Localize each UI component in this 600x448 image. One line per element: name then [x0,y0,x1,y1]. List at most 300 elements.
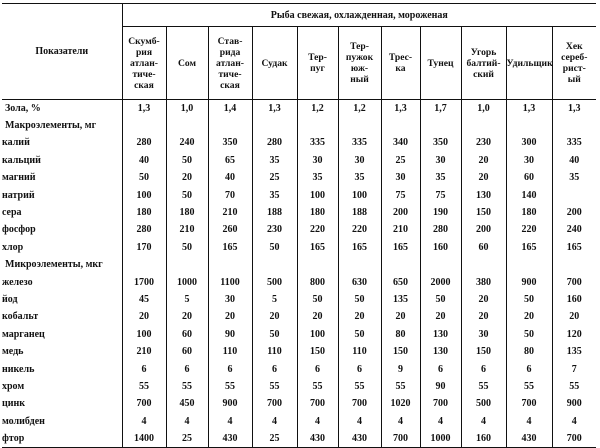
table-cell: 50 [297,291,338,308]
table-cell [506,256,552,273]
table-cell: 6 [506,360,552,377]
table-cell [297,256,338,273]
table-cell: 40 [208,169,252,186]
row-label: фтор [2,430,122,447]
table-cell: 60 [506,169,552,186]
table-cell: 1,3 [552,100,596,117]
table-cell: 100 [297,186,338,203]
section-row [2,100,596,117]
table-cell: 50 [338,326,381,343]
table-cell: 6 [420,360,461,377]
table-cell: 65 [208,152,252,169]
table-cell: 1000 [166,273,208,290]
table-cell: 100 [338,186,381,203]
table-cell: 55 [461,378,506,395]
table-cell: 25 [166,430,208,447]
table-cell: 6 [297,360,338,377]
table-cell: 700 [252,395,297,412]
column-header-line: Став- [217,35,243,47]
table-cell: 210 [166,221,208,238]
table-cell [252,117,297,134]
table-cell: 50 [252,239,297,256]
table-cell: 4 [506,413,552,430]
table-cell: 90 [208,326,252,343]
column-header-line: ский [473,68,494,80]
table-cell: 180 [136,207,152,219]
table-cell: 350 [420,134,461,151]
table-cell: 50 [166,186,208,203]
table-cell: 165 [338,239,381,256]
row-label: Макроэлементы, мг [2,117,122,134]
row-label: никель [2,360,122,377]
table-cell: 7 [552,360,596,377]
table-row [2,378,596,395]
table-cell: 450 [166,395,208,412]
column-header [166,27,208,100]
section-row [2,117,596,134]
table-cell: 260 [208,221,252,238]
column-header-line: атлан- [130,57,158,69]
table-cell: 110 [208,343,252,360]
table-cell: 200 [461,221,506,238]
table-cell: 200 [552,204,596,221]
table-cell: 165 [506,239,552,256]
table-cell: 20 [252,308,297,325]
table-cell: 335 [338,134,381,151]
table-cell: 800 [297,273,338,290]
table-row [2,273,596,290]
table-cell: 6 [208,360,252,377]
table-cell: 60 [461,239,506,256]
column-header-line: ская [220,79,240,91]
table-cell: 240 [552,221,596,238]
table-cell: 50 [139,172,149,184]
column-header-line: Тер- [308,52,327,63]
table-cell: 55 [166,378,208,395]
column-header-line: ка [395,63,406,74]
table-cell: 165 [381,239,420,256]
table-cell: 210 [381,221,420,238]
column-header-line: Трес- [388,52,413,63]
table-cell: 55 [381,378,420,395]
table-cell: 50 [166,239,208,256]
table-cell [461,256,506,273]
row-label: медь [2,343,122,360]
table-cell: 6 [166,360,208,377]
table-cell: 165 [552,239,596,256]
table-cell [420,256,461,273]
table-row [2,186,596,203]
table-cell: 35 [252,152,297,169]
table-cell: 430 [208,430,252,447]
table-cell: 20 [461,291,506,308]
table-cell: 140 [506,186,552,203]
table-cell: 35 [420,169,461,186]
table-cell: 335 [552,134,596,151]
table-cell: 150 [461,204,506,221]
table-cell: 20 [552,308,596,325]
table-cell: 60 [166,326,208,343]
table-cell: 135 [552,343,596,360]
table-cell: 280 [136,137,152,149]
table-row [2,308,596,325]
table-row [2,291,596,308]
table-cell: 130 [461,186,506,203]
table-cell [297,117,338,134]
table-cell: 188 [252,204,297,221]
table-cell: 165 [208,239,252,256]
table-cell: 50 [506,291,552,308]
table-cell: 150 [381,343,420,360]
table-cell: 150 [461,343,506,360]
column-header-line: ный [350,74,369,85]
column-header [461,27,506,100]
column-header-line: тиче- [132,68,156,80]
table-cell: 55 [506,378,552,395]
column-header-line: ый [567,74,581,85]
table-cell: 9 [381,360,420,377]
table-cell: 35 [338,169,381,186]
table-cell: 45 [139,293,149,305]
table-cell: 50 [338,291,381,308]
table-cell: 75 [381,186,420,203]
column-header-line: Угорь [470,46,497,58]
table-cell: 20 [338,308,381,325]
table-cell: 100 [136,328,152,340]
table-cell: 1,3 [137,102,151,114]
table-cell [552,117,596,134]
table-body [2,100,596,448]
table-cell: 150 [297,343,338,360]
table-cell: 35 [252,186,297,203]
table-cell [461,117,506,134]
table-cell: 80 [506,343,552,360]
table-cell: 650 [381,273,420,290]
table-cell: 4 [420,413,461,430]
table-cell: 30 [461,326,506,343]
row-label: железо [2,273,122,290]
fish-group-title: Рыба свежая, охлажденная, мороженая [122,4,596,27]
table-cell: 4 [252,413,297,430]
table-cell: 1100 [208,273,252,290]
table-cell: 630 [338,273,381,290]
table-cell: 90 [420,378,461,395]
table-cell: 25 [252,430,297,447]
table-cell: 1000 [420,430,461,447]
table-cell: 4 [461,413,506,430]
table-cell: 35 [297,169,338,186]
table-cell: 1,4 [208,100,252,117]
table-cell: 20 [166,169,208,186]
table-cell: 4 [297,413,338,430]
table-cell: 6 [461,360,506,377]
row-label: фосфор [2,221,122,238]
table-cell: 220 [506,221,552,238]
table-cell: 135 [381,291,420,308]
column-header [381,27,420,100]
table-cell: 5 [166,291,208,308]
column-header-line: Тунец [427,57,454,69]
section-row [2,256,596,273]
table-cell: 55 [139,380,149,392]
row-label: сера [2,204,122,221]
table-cell: 190 [420,204,461,221]
table-cell: 210 [136,346,152,358]
row-label: кобальт [2,308,122,325]
column-header-line: рида [219,46,241,58]
table-cell: 20 [297,308,338,325]
table-cell: 80 [381,326,420,343]
table-cell: 280 [420,221,461,238]
table-cell: 70 [208,186,252,203]
column-header-line: Хек [565,41,583,52]
table-cell: 700 [552,430,596,447]
column-header-line: тиче- [218,68,242,80]
table-cell: 280 [252,134,297,151]
table-cell: 1700 [134,276,154,288]
table-cell: 500 [252,273,297,290]
table-cell: 20 [381,308,420,325]
table-row [2,204,596,221]
table-cell: 1,3 [381,100,420,117]
row-label: кальций [2,152,122,169]
table-row [2,152,596,169]
table-cell: 1,7 [420,100,461,117]
column-header-line: Сом [177,57,197,69]
column-header-line: рия [135,46,153,58]
table-row [2,430,596,447]
table-cell [208,117,252,134]
table-cell: 160 [552,291,596,308]
table-cell: 20 [461,308,506,325]
table-cell: 30 [338,152,381,169]
table-cell: 1,0 [166,100,208,117]
table-cell: 700 [420,395,461,412]
table-cell: 60 [166,343,208,360]
table-cell: 1,3 [252,100,297,117]
row-label: калий [2,134,122,151]
table-cell: 55 [252,378,297,395]
table-cell: 160 [461,430,506,447]
table-cell: 110 [252,343,297,360]
table-cell: 160 [420,239,461,256]
table-cell [122,256,166,273]
table-cell: 4 [338,413,381,430]
table-row [2,413,596,430]
table-cell: 240 [166,134,208,151]
column-header [420,27,461,100]
table-cell [208,256,252,273]
table-cell: 30 [381,169,420,186]
table-row [2,395,596,412]
table-cell: 200 [381,204,420,221]
table-cell: 40 [139,154,149,166]
column-header [552,27,596,100]
parameters-header: Показатели [2,4,122,100]
table-cell: 100 [136,189,152,201]
column-header [122,27,166,100]
table-cell: 6 [252,360,297,377]
table-cell: 380 [461,273,506,290]
table-row [2,326,596,343]
column-header-line: Скумб- [128,35,160,47]
table-cell: 35 [552,169,596,186]
table-cell: 20 [506,308,552,325]
table-cell: 1400 [122,430,166,447]
table-cell: 20 [208,308,252,325]
table-cell: 100 [297,326,338,343]
column-header-line: Тер- [350,41,369,52]
column-header [338,27,381,100]
table-cell: 40 [552,152,596,169]
table-row [2,221,596,238]
row-label: магний [2,169,122,186]
table-cell: 430 [297,430,338,447]
table-cell: 700 [506,395,552,412]
table-cell: 180 [166,204,208,221]
table-cell [506,117,552,134]
column-header [208,27,252,100]
table-cell: 4 [166,413,208,430]
table-cell: 430 [338,430,381,447]
table-cell: 20 [139,311,149,323]
table-cell: 55 [552,378,596,395]
table-cell [166,256,208,273]
table-cell [552,256,596,273]
column-header [506,27,552,100]
table-cell: 55 [297,378,338,395]
table-cell: 170 [136,241,152,253]
table-cell: 75 [420,186,461,203]
table-cell [381,117,420,134]
row-label: хром [2,378,122,395]
column-header-line: атлан- [216,57,244,69]
row-label: Микроэлементы, мкг [2,256,122,273]
table-cell: 20 [461,152,506,169]
table-cell: 900 [552,395,596,412]
table-cell: 188 [338,204,381,221]
table-cell: 2000 [420,273,461,290]
table-cell: 50 [506,326,552,343]
table-cell: 335 [297,134,338,151]
column-header-line: Судак [261,57,288,69]
header-row-group [2,4,596,27]
table-cell: 1,2 [297,100,338,117]
table-cell: 25 [252,169,297,186]
table-cell: 30 [208,291,252,308]
table-cell: 130 [420,343,461,360]
table-cell: 5 [252,291,297,308]
table-cell: 900 [506,273,552,290]
table-row [2,169,596,186]
table-cell: 165 [297,239,338,256]
table-cell: 6 [141,363,147,375]
table-cell: 30 [506,152,552,169]
row-label: хлор [2,239,122,256]
column-header-line: рист- [562,63,586,74]
table-cell: 4 [141,415,147,427]
table-row [2,239,596,256]
column-header [252,27,297,100]
table-cell [338,256,381,273]
table-cell: 1,0 [461,100,506,117]
table-cell: 300 [506,134,552,151]
table-row [2,134,596,151]
column-header-line: юж- [350,63,369,74]
table-cell: 230 [461,134,506,151]
table-cell: 55 [208,378,252,395]
table-cell: 220 [338,221,381,238]
table-cell: 700 [381,430,420,447]
column-header-line: пужок [345,52,374,63]
table-cell: 180 [297,204,338,221]
table-cell [122,117,166,134]
table-cell: 700 [136,398,152,410]
table-cell [252,256,297,273]
fish-composition-table [2,3,596,448]
table-cell: 280 [136,224,152,236]
column-header-line: пуг [310,63,325,74]
table-cell: 1020 [381,395,420,412]
table-cell: 700 [297,395,338,412]
table-cell: 350 [208,134,252,151]
table-cell: 55 [338,378,381,395]
table-cell [381,256,420,273]
table-cell: 50 [166,152,208,169]
table-cell [420,117,461,134]
table-cell: 4 [208,413,252,430]
table-cell: 700 [552,273,596,290]
column-header [297,27,338,100]
row-label: цинк [2,395,122,412]
column-header-line: сереб- [561,52,588,63]
table-cell: 30 [420,152,461,169]
table-cell: 20 [166,308,208,325]
table-cell: 1,3 [506,100,552,117]
table-cell [552,186,596,203]
column-header-line: балтий- [466,57,501,69]
table-cell: 180 [506,204,552,221]
table-cell [338,117,381,134]
table-cell: 4 [381,413,420,430]
table-cell: 50 [420,291,461,308]
row-label: марганец [2,326,122,343]
column-header-line: ская [134,79,154,91]
row-label: натрий [2,186,122,203]
table-cell: 340 [381,134,420,151]
table-cell: 500 [461,395,506,412]
table-cell: 110 [338,343,381,360]
table-cell: 220 [297,221,338,238]
table-cell: 230 [252,221,297,238]
table-cell: 20 [420,308,461,325]
table-row [2,343,596,360]
row-label: йод [2,291,122,308]
table-row [2,360,596,377]
table-cell: 6 [338,360,381,377]
table-cell: 130 [420,326,461,343]
table-cell: 25 [381,152,420,169]
row-label: молибден [2,413,122,430]
table-cell: 120 [552,326,596,343]
table-cell: 50 [252,326,297,343]
table-cell: 4 [552,413,596,430]
table-cell: 700 [338,395,381,412]
table-cell: 30 [297,152,338,169]
table-cell [166,117,208,134]
table-cell: 210 [208,204,252,221]
row-label: Зола, % [2,100,122,117]
